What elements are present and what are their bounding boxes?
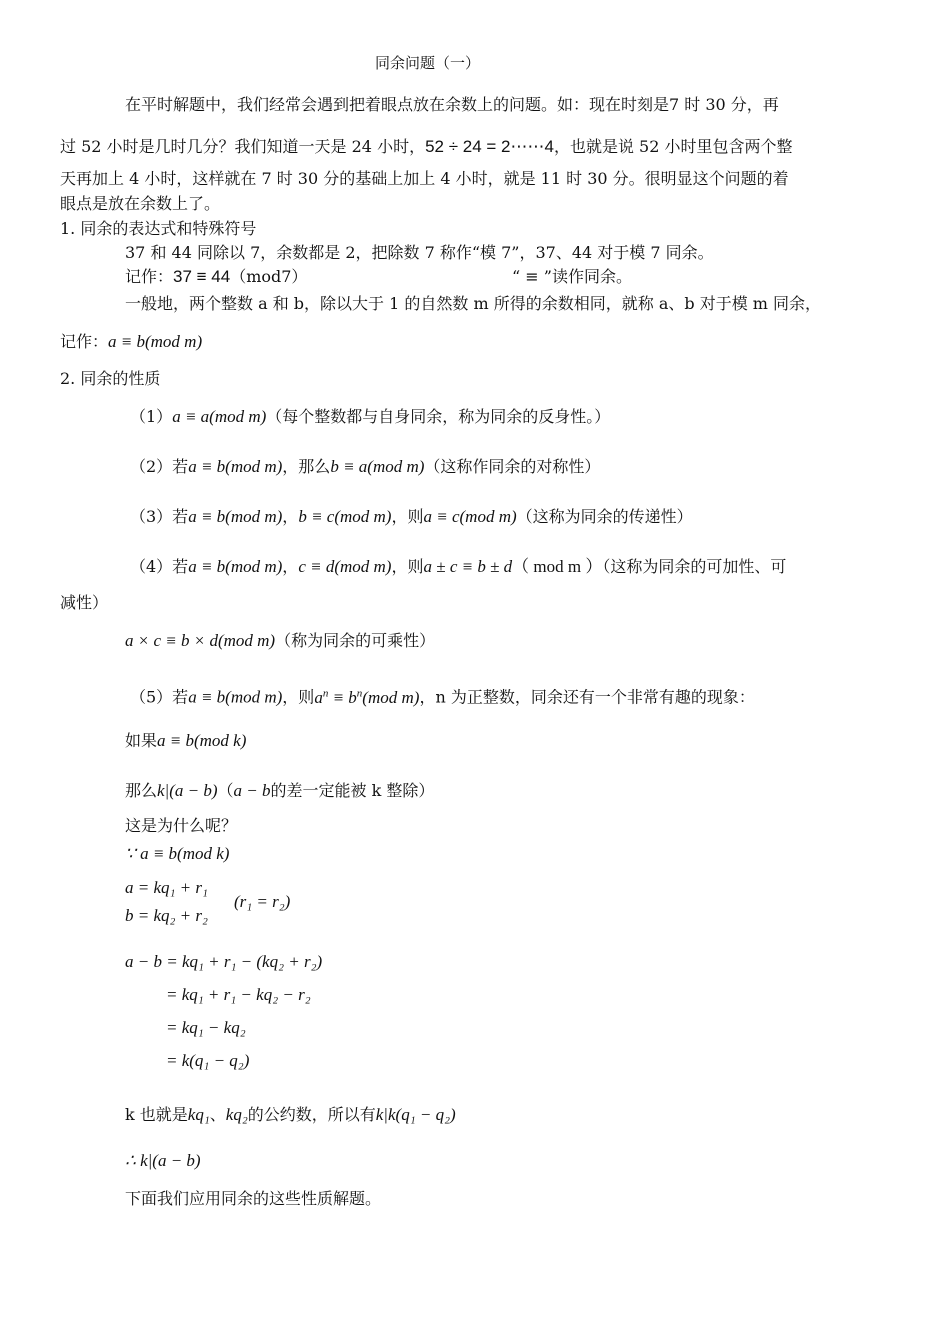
intro-text-b: ，也就是说 52 小时里包含两个整 — [553, 137, 793, 156]
property-4-mid: ，则 — [391, 557, 424, 576]
section-1-p4 — [60, 331, 202, 353]
then-statement — [125, 780, 434, 802]
then-note-formula: a − b — [233, 781, 271, 800]
multiplication-formula: a × c ≡ b × d(mod m) — [125, 631, 276, 650]
property-4-text: （这称为同余的可加性、可 — [602, 557, 787, 576]
k-text-2: 的公约数，所以有 — [247, 1105, 376, 1124]
page-title: 同余问题（一） — [375, 54, 481, 72]
property-1-number: （1） — [130, 407, 173, 426]
if-statement — [125, 730, 246, 752]
section-1-p3: 一般地，两个整数 a 和 b，除以大于 1 的自然数 m 所得的余数相同，就称 a、b 对于模 m 同余， — [125, 294, 822, 313]
property-5-mid: ，则 — [282, 687, 315, 707]
property-3-formula-1: a ≡ b(mod m) — [188, 507, 283, 526]
property-4-continuation: 减性） — [60, 593, 109, 612]
derivation-line-1: a − b = kq₁ + r₁ − (kq₂ + r₂) — [125, 952, 323, 971]
multiplication-text: （称为同余的可乘性） — [275, 631, 436, 650]
section-1-p2 — [125, 266, 307, 288]
k-text-1: k 也就是 — [125, 1105, 188, 1124]
division-formula: 52 ÷ 24 = 2⋯⋯4 — [425, 137, 554, 156]
k-formula-3: k|k(q₁ − q₂) — [375, 1105, 456, 1124]
intro-line-2 — [60, 136, 793, 158]
property-3 — [130, 506, 693, 528]
property-1 — [130, 406, 610, 428]
power-mod: (mod m) — [362, 687, 420, 707]
property-5 — [130, 682, 755, 709]
intro-line-1: 在平时解题中，我们经常会遇到把着眼点放在余数上的问题。如：现在时刻是7 时 30 分，再 — [125, 95, 779, 114]
property-5-formula-1: a ≡ b(mod m) — [188, 687, 283, 707]
property-3-formula-3: a ≡ c(mod m) — [423, 507, 517, 526]
record-label-2: 记作： — [60, 332, 109, 351]
property-3-formula-2: b ≡ c(mod m) — [298, 507, 392, 526]
therefore-formula: ∴ k|(a − b) — [125, 1151, 201, 1170]
section-1-p1: 37 和 44 同除以 7，余数都是 2，把除数 7 称作“模 7”，37、44 对于模 7 同余。 — [125, 243, 714, 262]
then-note-open: （ — [217, 781, 234, 800]
property-2-formula-1: a ≡ b(mod m) — [188, 457, 283, 476]
derivation-line-2: = kq₁ + r₁ − kq₂ − r₂ — [166, 985, 311, 1004]
congruence-symbol-note: “ ≡ ”读作同余。 — [512, 267, 632, 286]
property-5-formula-2 — [314, 688, 419, 707]
why-question: 这是为什么呢？ — [125, 816, 238, 835]
equation-a: a = kq₁ + r₁ — [125, 878, 208, 897]
intro-line-3: 天再加上 4 小时，这样就在 7 时 30 分的基础上加上 4 小时，就是 11 时 30 分。很明显这个问题的着 — [60, 169, 789, 188]
k-formula-1: kq₁ — [187, 1105, 210, 1124]
property-4-number: （4）若 — [130, 557, 189, 576]
power-base-b: ≡ b — [328, 687, 357, 707]
equation-b: b = kq₂ + r₂ — [125, 906, 208, 925]
property-2 — [130, 456, 600, 478]
then-note-text: 的差一定能被 k 整除） — [270, 781, 435, 800]
then-label: 那么 — [125, 781, 158, 800]
intro-line-4: 眼点是放在余数上了。 — [60, 194, 221, 213]
intro-text-a: 过 52 小时是几时几分？我们知道一天是 24 小时， — [60, 137, 426, 156]
property-4-multiplication — [125, 630, 435, 652]
property-5-number: （5）若 — [130, 687, 189, 707]
property-3-number: （3）若 — [130, 507, 189, 526]
property-3-text: （这称为同余的传递性） — [516, 507, 693, 526]
property-5-text: ，n 为正整数，同余还有一个非常有趣的现象： — [419, 687, 755, 707]
common-divisor-statement — [125, 1104, 456, 1126]
section-1-heading: 1. 同余的表达式和特殊符号 — [60, 219, 257, 238]
general-congruence-formula: a ≡ b(mod m) — [108, 332, 203, 351]
power-exponent-2: n — [356, 687, 363, 699]
k-formula-2: kq₂ — [225, 1105, 248, 1124]
section-2-heading: 2. 同余的性质 — [60, 369, 161, 388]
derivation-line-3: = kq₁ − kq₂ — [166, 1018, 246, 1037]
if-formula: a ≡ b(mod k) — [157, 731, 247, 750]
property-4-formula-2: c ≡ d(mod m) — [298, 557, 392, 576]
mod7-text: （mod7） — [230, 267, 308, 286]
property-4-mod: （ mod m ） — [512, 557, 603, 576]
congruence-37-44: 37 ≡ 44 — [173, 267, 231, 286]
property-2-formula-2: b ≡ a(mod m) — [330, 457, 425, 476]
property-2-mid: ，那么 — [282, 457, 331, 476]
property-3-sep: ， — [282, 507, 299, 526]
closing-sentence: 下面我们应用同余的这些性质解题。 — [125, 1189, 382, 1208]
property-4-sep: ， — [282, 557, 299, 576]
property-1-text: （每个整数都与自身同余，称为同余的反身性。） — [266, 407, 611, 426]
property-4 — [130, 556, 786, 578]
record-label: 记作： — [125, 267, 174, 286]
if-label: 如果 — [125, 731, 158, 750]
remainder-equality: (r₁ = r₂) — [234, 892, 291, 911]
power-base-a: a — [314, 687, 323, 707]
power-exponent-1: n — [322, 687, 329, 699]
property-4-formula-1: a ≡ b(mod m) — [188, 557, 283, 576]
property-2-text: （这称作同余的对称性） — [424, 457, 601, 476]
property-3-mid: ，则 — [391, 507, 424, 526]
property-2-number: （2）若 — [130, 457, 189, 476]
derivation-line-4: = k(q₁ − q₂) — [166, 1051, 250, 1070]
because-formula: ∵ a ≡ b(mod k) — [125, 844, 230, 863]
property-4-formula-3: a ± c ≡ b ± d — [423, 557, 513, 576]
k-sep: 、 — [209, 1105, 226, 1124]
then-formula: k|(a − b) — [157, 781, 218, 800]
property-1-formula: a ≡ a(mod m) — [172, 407, 267, 426]
